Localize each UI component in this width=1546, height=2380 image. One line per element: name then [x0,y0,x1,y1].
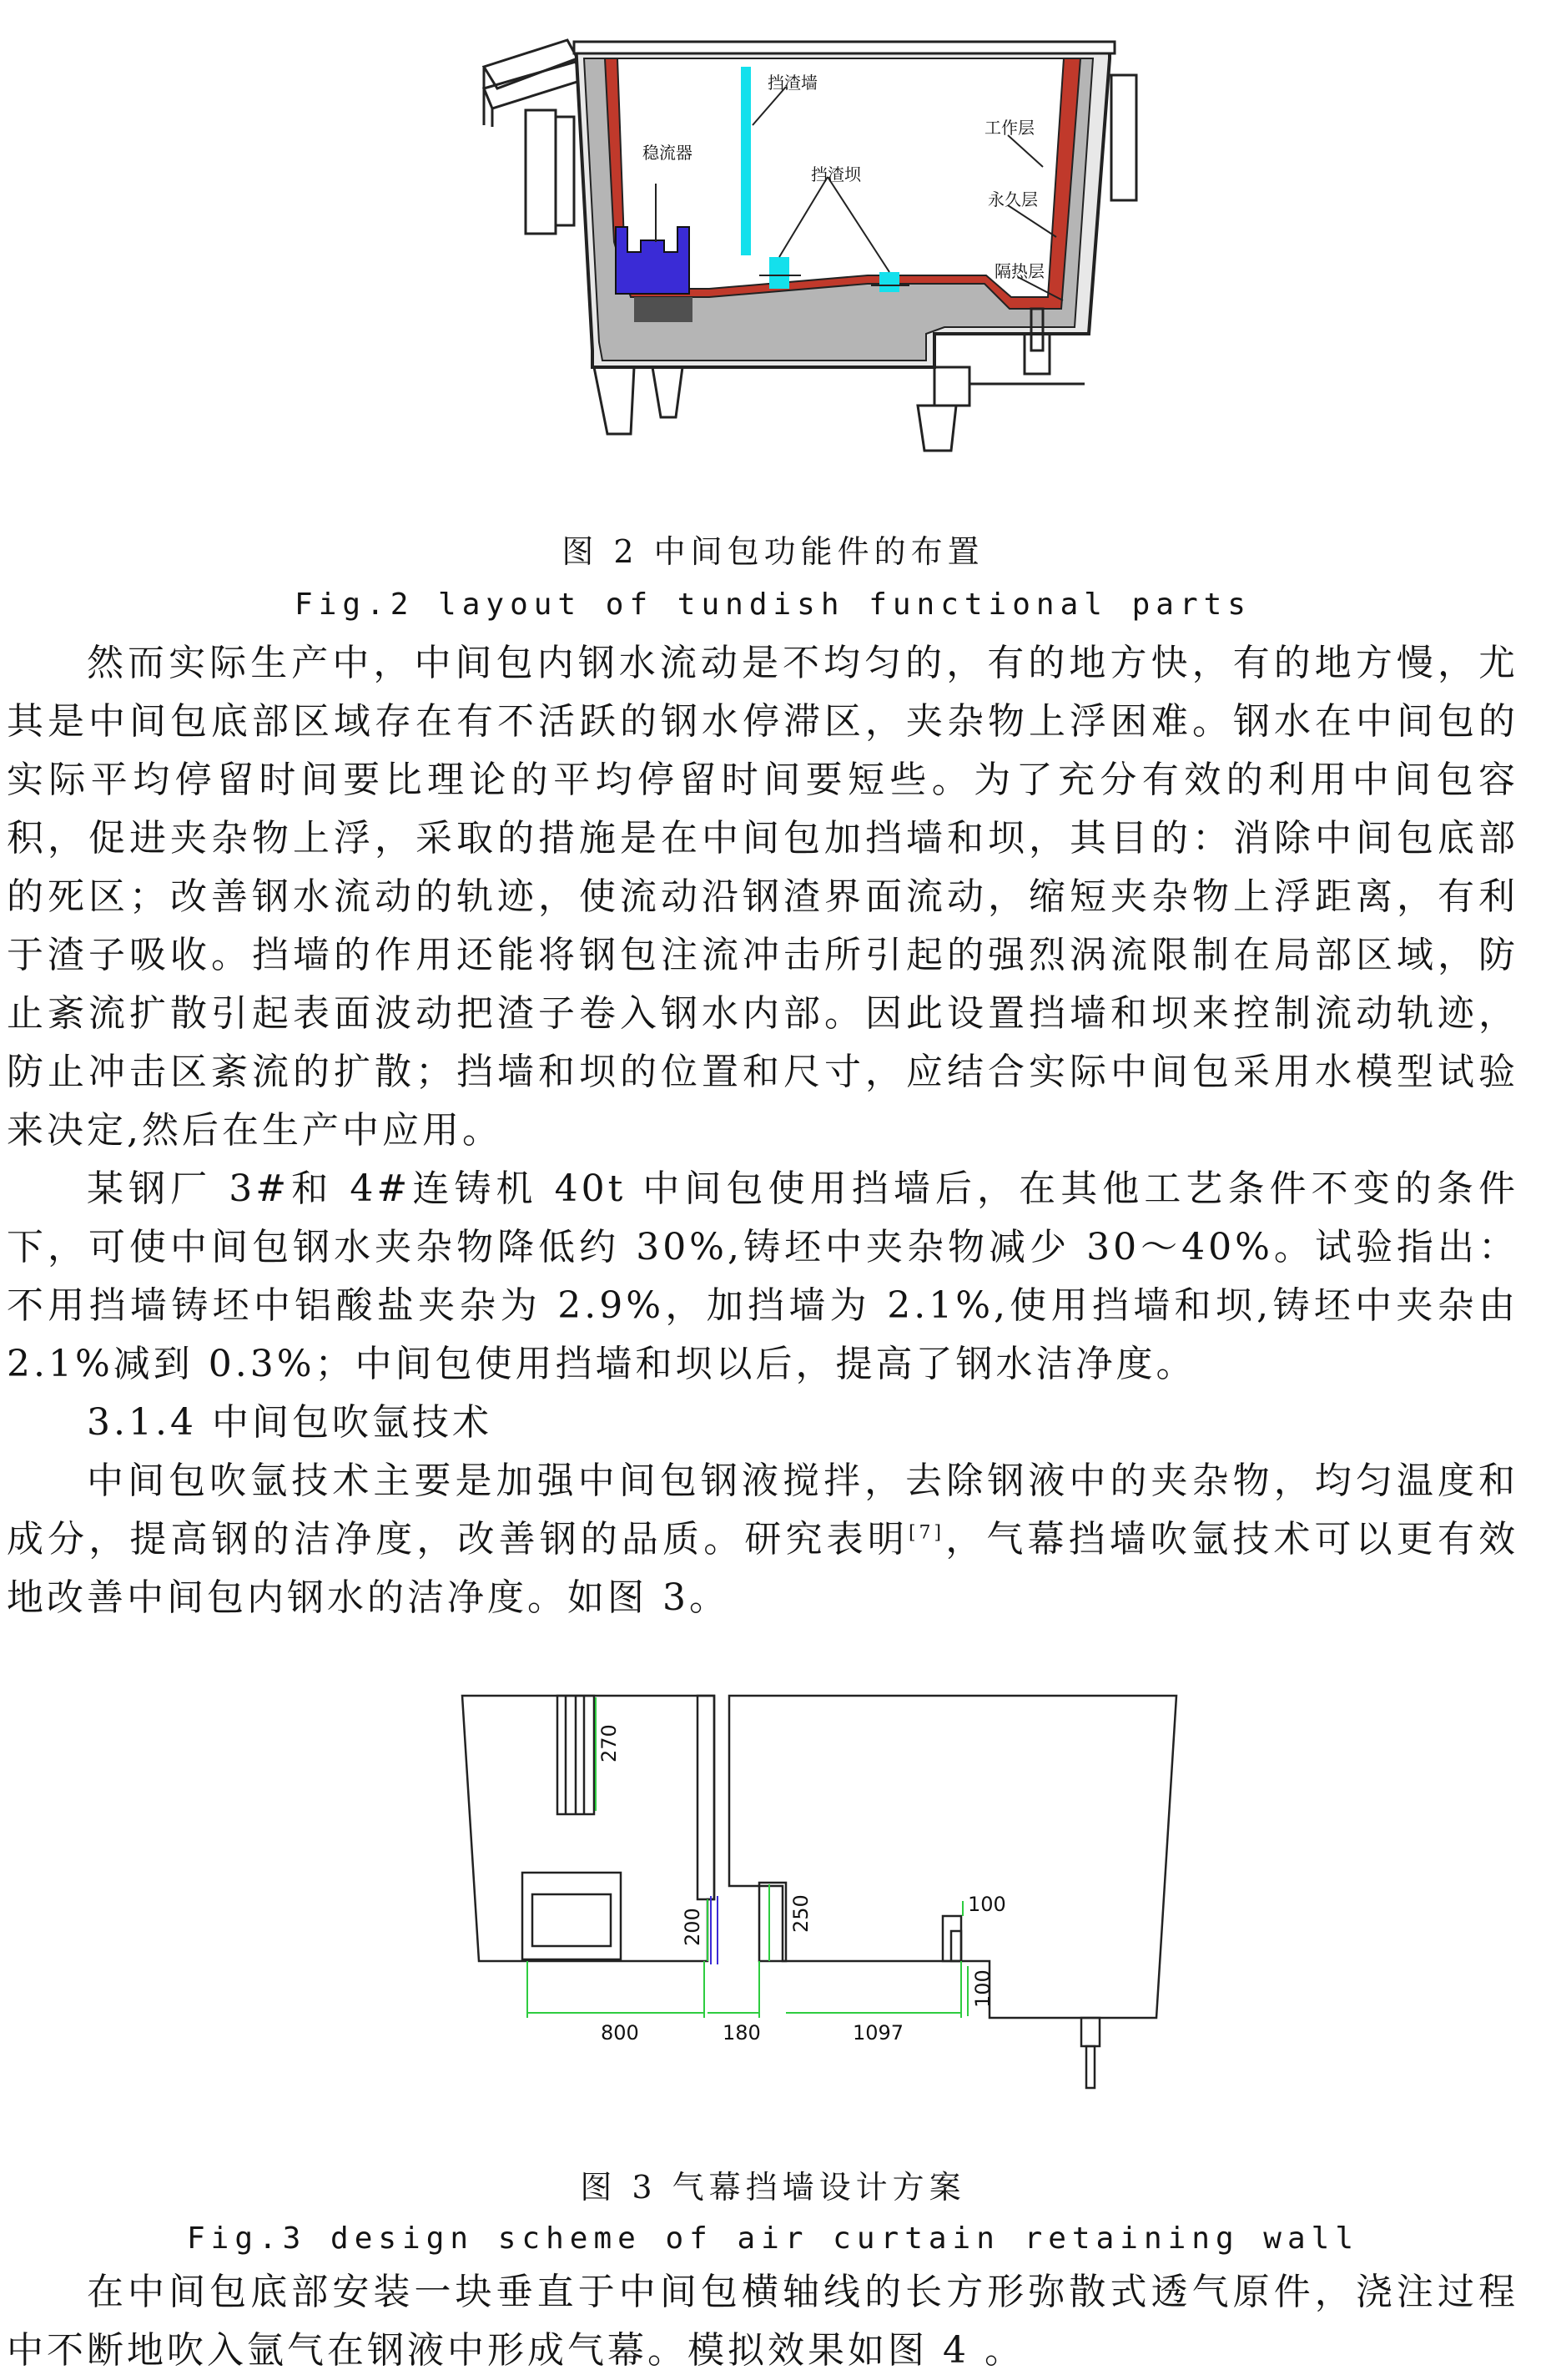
dim-100-top: 100 [968,1893,1006,1916]
dim-800: 800 [601,2021,639,2045]
figure-2-caption-cn: 图 2 中间包功能件的布置 [561,533,985,570]
reference-7: [7] [908,1522,945,1544]
baffle-wall [741,67,751,255]
dim-1097: 1097 [853,2021,904,2045]
dim-200: 200 [681,1908,704,1946]
label-working-layer: 工作层 [985,118,1035,138]
figure-2-tundish-layout [467,33,1151,467]
dim-100-side: 100 [971,1969,995,2008]
label-turbulence-inhibitor: 稳流器 [642,143,692,163]
left-compartment-outline [462,1696,714,1961]
label-dam: 挡渣坝 [811,164,861,184]
dam-left [769,257,789,289]
paragraph-3-text-a: 中间包吹氩技术主要是加强中间包钢液搅拌，去除钢液中的夹杂物，均匀温度和成分，提高钢的洁净度，改善钢的品质。研究表明 [7,1460,1518,1561]
label-baffle-wall: 挡渣墙 [768,73,818,93]
label-permanent-layer: 永久层 [988,189,1038,209]
label-insulation-layer: 隔热层 [995,261,1045,281]
dim-270: 270 [597,1724,621,1762]
figure-3-caption-en: Fig.3 design scheme of air curtain retaining wall [186,2221,1360,2256]
figure-3-caption-cn: 图 3 气幕挡墙设计方案 [580,2169,966,2206]
figure-2-caption-en: Fig.2 layout of tundish functional parts [295,587,1251,622]
dam-right [879,272,899,292]
section-heading-3-1-4: 3.1.4 中间包吹氩技术 [87,1401,492,1444]
paragraph-2: 某钢厂 3#和 4#连铸机 40t 中间包使用挡墙后，在其他工艺条件不变的条件下，可使中间包钢水夹杂物降低约 30%,铸坯中夹杂物减少 30～40%。试验指出：不用挡墙铸坯中铝酸盐夹杂为 2.9%，加挡墙为 2.1%,使用挡墙和坝,铸坯中夹杂由 2.1%减到 0.3%；中间包使用挡墙和坝以后，提高了钢水洁净度。 [7,1167,1518,1385]
paragraph-3 [7,1452,1518,1627]
paragraph-3-text-b: ，气幕挡墙吹氩技术可以更有效地改善中间包内钢水的洁净度。如图 3。 [7,1518,1519,1619]
dim-250: 250 [789,1894,813,1933]
right-compartment-outline [729,1696,1176,2018]
paragraph-4: 在中间包底部安装一块垂直于中间包横轴线的长方形弥散式透气原件，浇注过程中不断地吹入氩气在钢液中形成气幕。模拟效果如图 4 。 [7,2271,1518,2372]
dim-180: 180 [723,2021,761,2045]
paragraph-1: 然而实际生产中，中间包内钢水流动是不均匀的，有的地方快，有的地方慢，尤其是中间包底部区域存在有不活跃的钢水停滞区，夹杂物上浮困难。钢水在中间包的实际平均停留时间要比理论的平均停留时间要短些。为了充分有效的利用中间包容积，促进夹杂物上浮，采取的措施是在中间包加挡墙和坝，其目的：消除中间包底部的死区；改善钢水流动的轨迹，使流动沿钢渣界面流动，缩短夹杂物上浮距离，有利于渣子吸收。挡墙的作用还能将钢包注流冲击所引起的强烈涡流限制在局部区域，防止紊流扩散引起表面波动把渣子卷入钢水内部。因此设置挡墙和坝来控制流动轨迹，防止冲击区紊流的扩散；挡墙和坝的位置和尺寸，应结合实际中间包采用水模型试验来决定,然后在生产中应用。 [7,642,1518,1152]
left-spout [484,40,582,127]
figure-3-air-curtain-design [457,1686,1191,2095]
